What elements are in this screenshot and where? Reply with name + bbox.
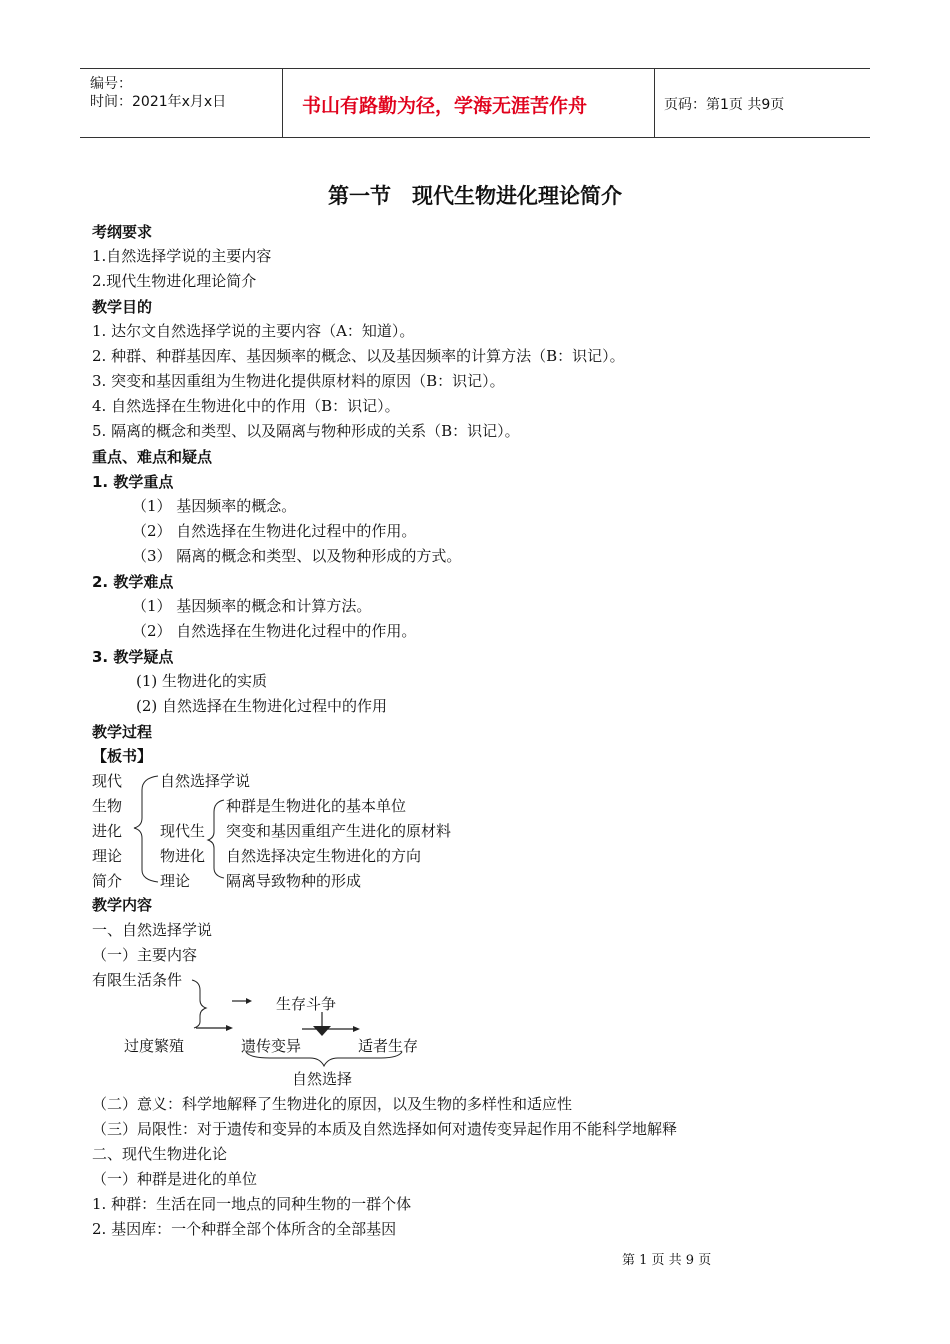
page-label: 页码：第1页 共9页 (664, 97, 785, 113)
focus-item: （2） 自然选择在生物进化过程中的作用。 (132, 522, 417, 540)
part1-significance: （二）意义：科学地解释了生物进化的原因，以及生物的多样性和适应性 (92, 1095, 573, 1113)
doubt-heading: 3. 教学疑点 (92, 648, 174, 666)
part1-heading: 一、自然选择学说 (92, 921, 213, 939)
flow-natural-selection: 自然选择 (292, 1070, 353, 1088)
syllabus-item: 2.现代生物进化理论简介 (92, 272, 257, 290)
board-item: 隔离导致物种的形成 (226, 872, 362, 890)
board-item: 自然选择决定生物进化的方向 (226, 847, 422, 865)
arrow-head (313, 1026, 331, 1036)
doubt-item: (1) 生物进化的实质 (136, 672, 268, 690)
part2-item: 1. 种群：生活在同一地点的同种生物的一群个体 (92, 1195, 412, 1213)
focus-heading: 1. 教学重点 (92, 473, 174, 491)
board-item: 种群是生物进化的基本单位 (226, 797, 407, 815)
part1-sub1: （一）主要内容 (92, 946, 198, 964)
process-heading: 教学过程 (92, 723, 153, 741)
flow-brace-bottom (246, 1052, 402, 1066)
board-left-text: 进化 (92, 822, 123, 840)
board-branch-natural-selection: 自然选择学说 (160, 772, 251, 790)
syllabus-heading: 考纲要求 (92, 223, 153, 241)
flow-survival: 适者生存 (358, 1037, 419, 1055)
focus-item: （3） 隔离的概念和类型、以及物种形成的方式。 (132, 547, 462, 565)
time-label: 时间：2021年x月x日 (90, 94, 227, 110)
difficulty-item: （2） 自然选择在生物进化过程中的作用。 (132, 622, 417, 640)
difficulty-heading: 2. 教学难点 (92, 573, 174, 591)
difficulty-item: （1） 基因频率的概念和计算方法。 (132, 597, 372, 615)
board-left-text: 生物 (92, 797, 123, 815)
board-item: 突变和基因重组产生进化的原材料 (226, 822, 452, 840)
board-heading: 【板书】 (92, 747, 153, 765)
key-heading: 重点、难点和疑点 (92, 448, 213, 466)
board-mid-text: 理论 (160, 872, 191, 890)
arrow-head (246, 998, 252, 1004)
flow-brace (192, 980, 206, 1028)
goals-heading: 教学目的 (92, 298, 153, 316)
board-brace-left (134, 776, 158, 882)
number-label: 编号： (90, 76, 132, 92)
flow-struggle: 生存斗争 (276, 995, 337, 1013)
flow-overbreeding: 过度繁殖 (124, 1037, 185, 1055)
part1-limitation: （三）局限性：对于遗传和变异的本质及自然选择如何对遗传变异起作用不能科学地解释 (92, 1120, 678, 1138)
board-left-text: 简介 (92, 872, 123, 890)
page-title: 第一节 现代生物进化理论简介 (328, 184, 622, 208)
board-left-text: 理论 (92, 847, 123, 865)
page-footer: 第 1 页 共 9 页 (622, 1253, 712, 1268)
motto: 书山有路勤为径，学海无涯苦作舟 (302, 95, 588, 117)
arrow-head (226, 1025, 233, 1031)
goal-item: 1. 达尔文自然选择学说的主要内容（A：知道）。 (92, 322, 415, 340)
arrow-head (353, 1026, 360, 1032)
goal-item: 3. 突变和基因重组为生物进化提供原材料的原因（B：识记）。 (92, 372, 505, 390)
goal-item: 2. 种群、种群基因库、基因频率的概念、以及基因频率的计算方法（B：识记）。 (92, 347, 625, 365)
doubt-item: (2) 自然选择在生物进化过程中的作用 (136, 697, 388, 715)
part2-item: 2. 基因库：一个种群全部个体所含的全部基因 (92, 1220, 397, 1238)
goal-item: 5. 隔离的概念和类型、以及隔离与物种形成的关系（B：识记）。 (92, 422, 520, 440)
goal-item: 4. 自然选择在生物进化中的作用（B：识记）。 (92, 397, 400, 415)
board-mid-text: 物进化 (160, 847, 206, 865)
board-brace-right (208, 800, 224, 878)
content-heading: 教学内容 (92, 896, 153, 914)
flow-limited-conditions: 有限生活条件 (92, 971, 183, 989)
board-mid-text: 现代生 (160, 822, 206, 840)
board-left-text: 现代 (92, 772, 123, 790)
part2-heading: 二、现代生物进化论 (92, 1145, 228, 1163)
flow-variation: 遗传变异 (241, 1037, 302, 1055)
focus-item: （1） 基因频率的概念。 (132, 497, 297, 515)
part2-sub1: （一）种群是进化的单位 (92, 1170, 258, 1188)
syllabus-item: 1.自然选择学说的主要内容 (92, 247, 272, 265)
